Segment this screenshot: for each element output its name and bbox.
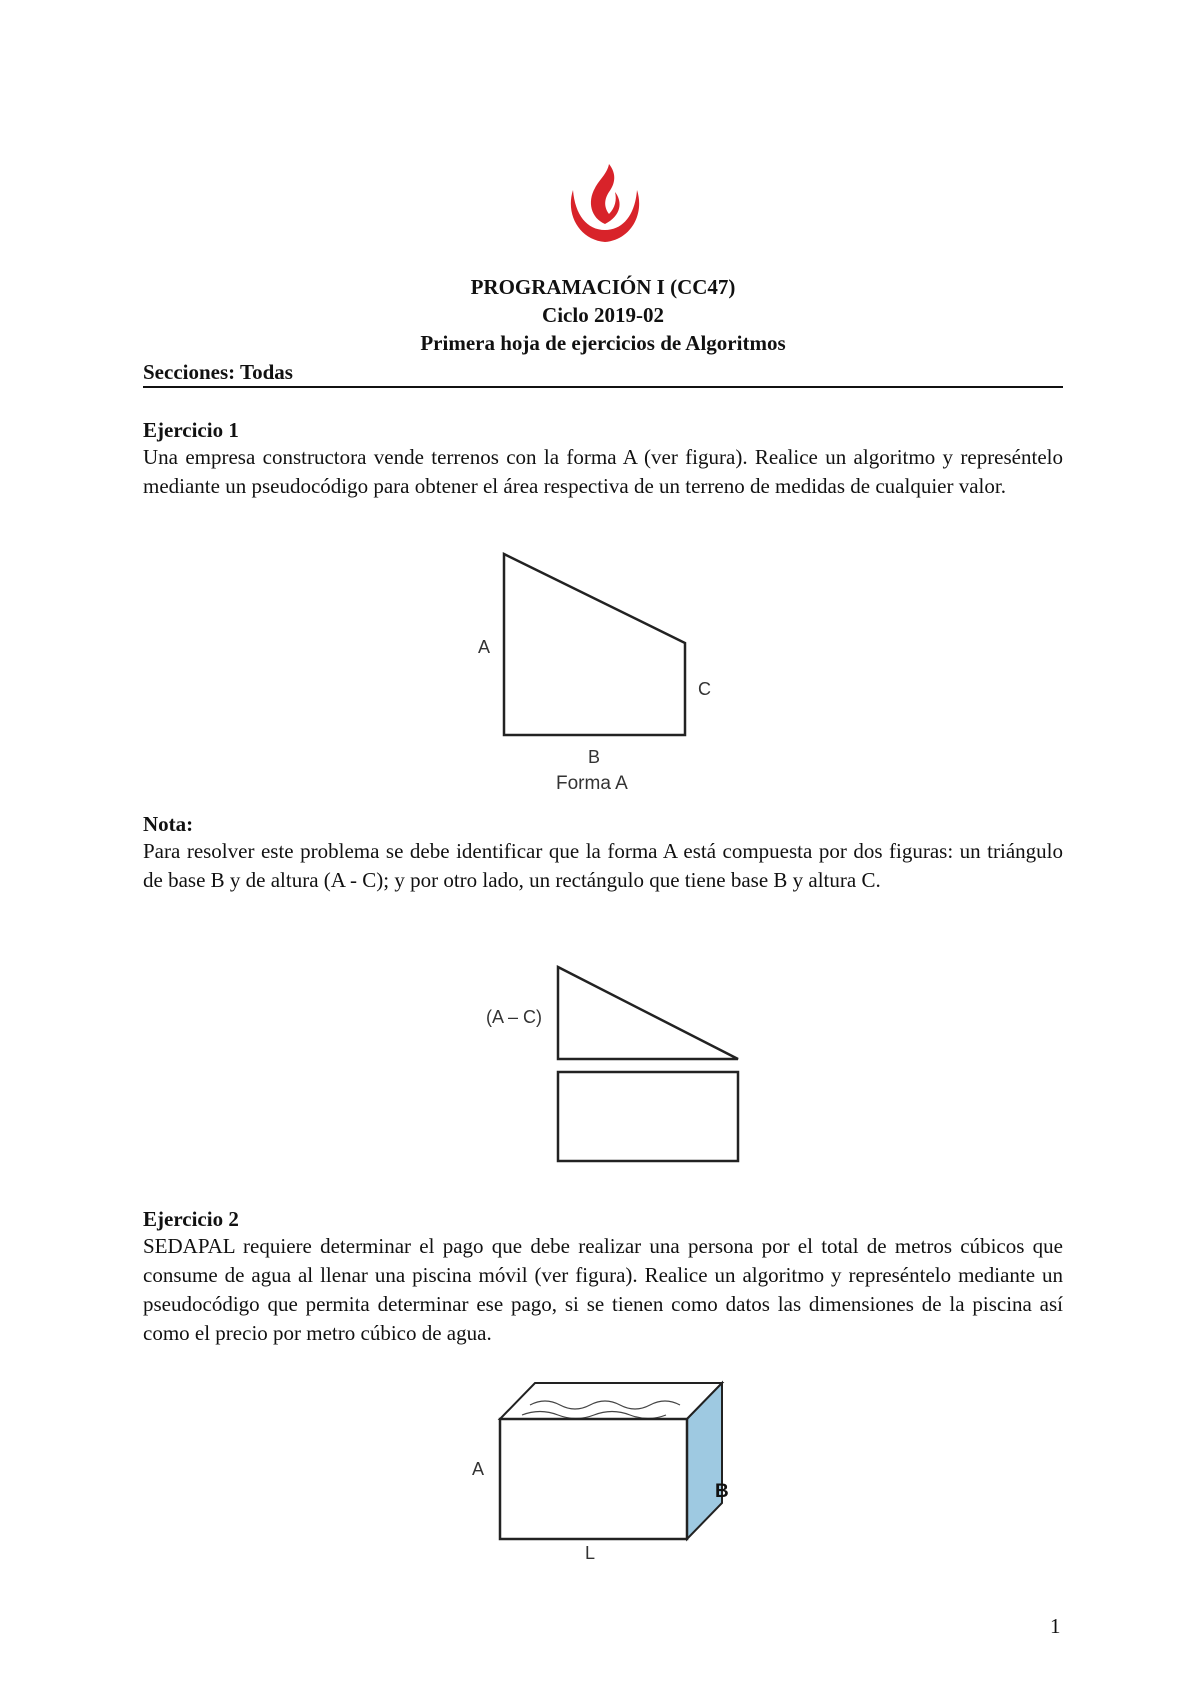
pool-label-b: B: [715, 1481, 729, 1502]
note-title: Nota:: [143, 812, 194, 836]
shape-a-figure: [470, 545, 730, 795]
sections-label: Secciones: Todas: [143, 360, 293, 384]
exercise1-title: Ejercicio 1: [143, 418, 239, 442]
course-title: PROGRAMACIÓN I (CC47): [470, 275, 736, 299]
header-divider: [143, 386, 1063, 388]
decomposition-figure: [480, 960, 750, 1170]
label-c: C: [698, 679, 711, 699]
exercise2-text: SEDAPAL requiere determinar el pago que debe realizar una persona por el total de metros cúbicos que consume de agua al llenar una piscina móvil (ver figura). Realice un algoritmo y represéntelo mediante un pseudocódigo que permita determinar ese pago, si se tienen como datos las dimensiones de la piscina así como el precio por metro cúbico de agua.: [143, 1234, 1063, 1345]
label-a: A: [478, 637, 491, 657]
label-height: (A – C): [486, 1007, 543, 1027]
figure-caption: Forma A: [556, 773, 628, 794]
cycle-title: Ciclo 2019-02: [542, 303, 664, 327]
exercise1-text: Una empresa constructora vende terrenos con la forma A (ver figura). Realice un algoritmo y represéntelo mediante un pseudocódigo para obtener el área respectiva de un terreno de medidas de cualquier valor.: [143, 445, 1063, 498]
label-b: B: [588, 747, 601, 767]
exercise2-title: Ejercicio 2: [143, 1207, 239, 1231]
university-logo: [565, 160, 645, 250]
pool-figure: [460, 1375, 760, 1563]
page-number: 1: [1050, 1614, 1061, 1638]
pool-label-a: A: [472, 1459, 485, 1479]
note-text: Para resolver este problema se debe identificar que la forma A está compuesta por dos figuras: un triángulo de base B y de altura (A - C); y por otro lado, un rectángulo que tiene base B y altura C.: [143, 839, 1063, 892]
sheet-title: Primera hoja de ejercicios de Algoritmos: [420, 331, 786, 355]
pool-label-l: L: [585, 1543, 596, 1563]
